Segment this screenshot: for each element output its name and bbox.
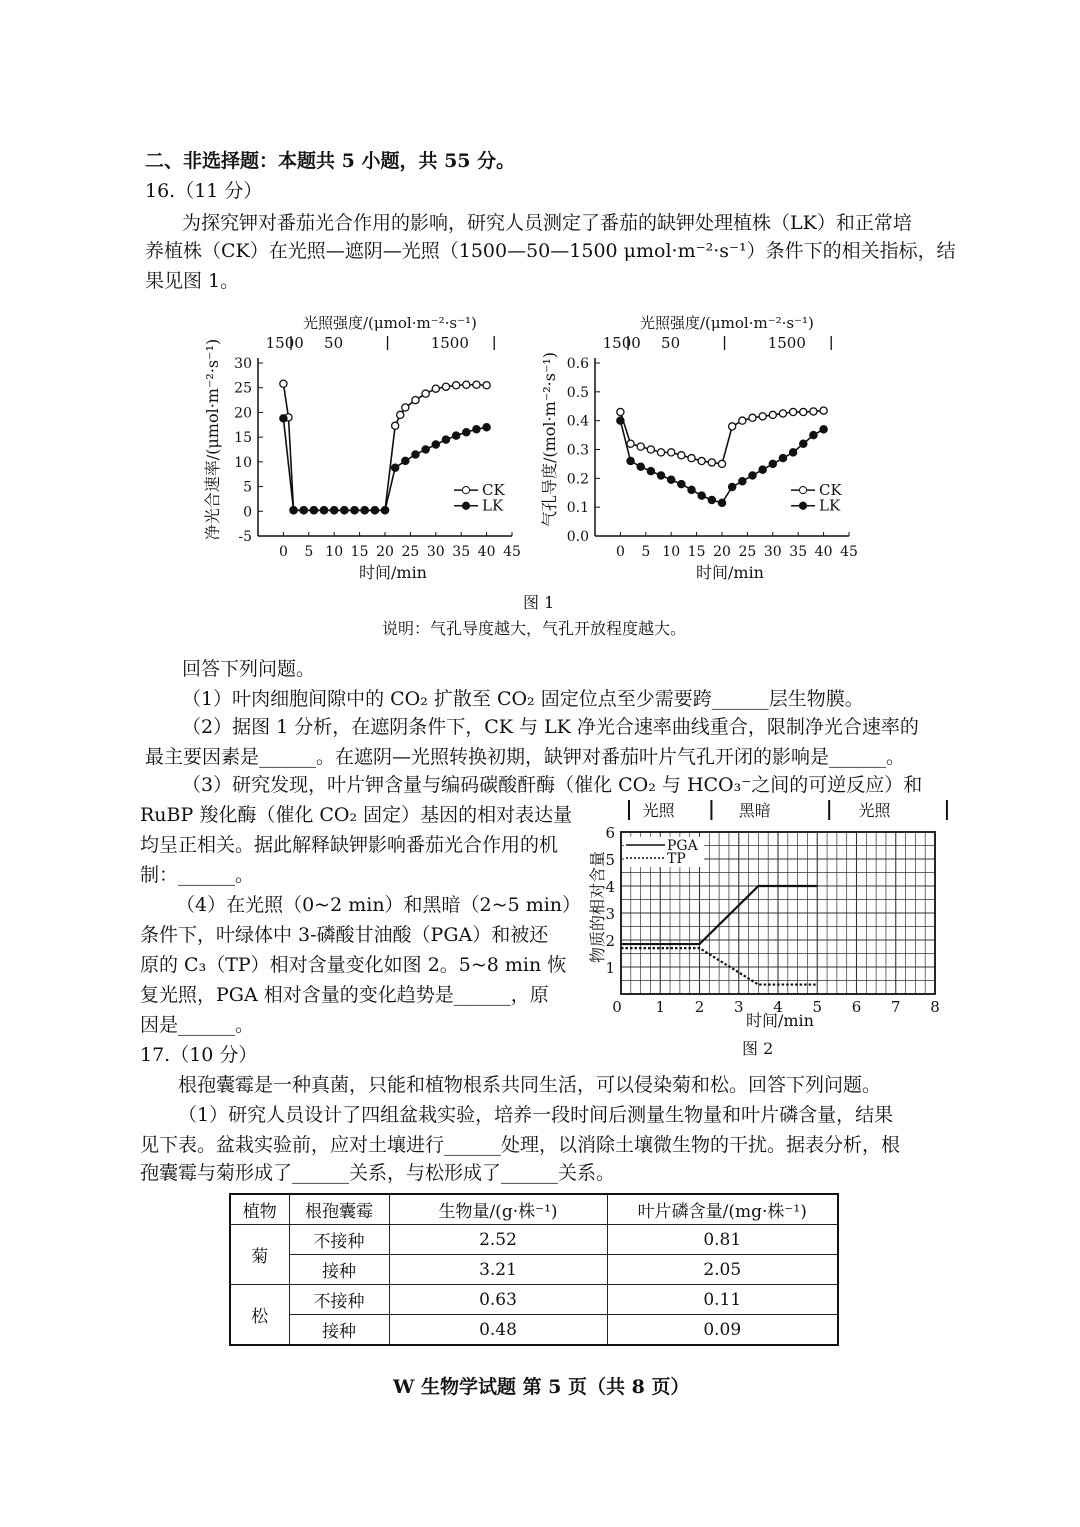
table-row [230, 1255, 838, 1285]
data-point-lk [810, 431, 817, 438]
y-tick-label: 0.5 [566, 384, 589, 401]
table-cell: 0.81 [607, 1225, 838, 1255]
x-tick-label: 40 [477, 544, 496, 560]
y-tick-label: -5 [238, 529, 252, 545]
legend-label: TP [667, 851, 686, 867]
data-point-lk [351, 507, 358, 514]
data-point-lk [412, 451, 419, 458]
question-17-number: 17.（10 分） [140, 1044, 258, 1066]
x-tick-label: 8 [930, 998, 940, 1016]
data-point-lk [759, 466, 766, 473]
x-tick-label: 45 [840, 544, 858, 560]
data-point-ck [432, 385, 439, 392]
y-tick-label: 5 [605, 851, 615, 869]
data-point-lk [361, 507, 368, 514]
legend-marker [462, 487, 469, 494]
table-cell: 0.11 [607, 1285, 838, 1315]
data-point-ck [412, 396, 419, 403]
x-tick-label: 2 [694, 998, 705, 1016]
data-point-ck [627, 440, 634, 447]
data-point-ck [473, 381, 480, 388]
period-label: 光照 [858, 801, 891, 820]
data-point-ck [729, 423, 736, 430]
table-cell: 不接种 [289, 1285, 389, 1315]
q17-part-1-line-1: （1）研究人员设计了四组盆栽实验，培养一段时间后测量生物量和叶片磷含量，结果 [178, 1104, 894, 1126]
table-cell: 0.48 [389, 1315, 607, 1346]
x-tick-label: 10 [325, 544, 344, 560]
legend-marker [799, 487, 806, 494]
data-point-lk [280, 415, 287, 422]
q16-part-4-line-3: 原的 C₃（TP）相对含量变化如图 2。5~8 min 恢 [140, 954, 567, 976]
data-point-lk [637, 463, 644, 470]
table-row [230, 1285, 838, 1315]
x-tick-label: 7 [890, 998, 901, 1016]
data-point-lk [320, 507, 327, 514]
table-cell: 0.63 [389, 1285, 607, 1315]
x-tick-label: 0 [612, 998, 622, 1016]
plant-cell: 松 [230, 1285, 289, 1346]
x-tick-label: 10 [662, 544, 681, 560]
y-tick-label: 10 [234, 454, 252, 471]
legend-label: CK [819, 481, 842, 500]
legend-label: PGA [667, 838, 698, 854]
q16-intro-line-3: 果见图 1。 [145, 270, 240, 292]
chart-2 [540, 314, 858, 582]
data-point-ck [668, 449, 675, 456]
legend-label: CK [482, 481, 505, 500]
data-point-lk [463, 429, 470, 436]
q16-part-1: （1）叶肉细胞间隙中的 CO₂ 扩散至 CO₂ 固定位点至少需要跨______层生物膜。 [182, 688, 864, 710]
data-point-ck [810, 408, 817, 415]
question-16-number: 16.（11 分） [145, 180, 263, 202]
data-point-lk [647, 468, 654, 475]
x-tick-label: 20 [713, 544, 731, 560]
table-cell: 2.05 [607, 1255, 838, 1285]
data-point-lk [739, 478, 746, 485]
period-label: 光照 [642, 801, 675, 820]
q16-part-4-line-2: 条件下，叶绿体中 3-磷酸甘油酸（PGA）和被还 [140, 924, 549, 946]
x-tick-label: 40 [814, 544, 833, 560]
data-point-ck [657, 449, 664, 456]
legend-marker [462, 502, 469, 509]
figure-1 [200, 308, 880, 588]
light-period-label: 1500 [767, 334, 806, 352]
x-axis-label: 时间/min [696, 563, 764, 582]
q16-part-2-line-1: （2）据图 1 分析，在遮阴条件下，CK 与 LK 净光合速率曲线重合，限制净光合速率的 [182, 716, 919, 738]
y-axis-label: 气孔导度/(mol·m⁻²·s⁻¹) [540, 351, 559, 528]
y-tick-label: 1 [605, 959, 615, 977]
q16-intro-line-2: 养植株（CK）在光照—遮阴—光照（1500—50—1500 μmol·m⁻²·s⁻¹）条件下的相关指标，结 [145, 240, 956, 262]
figure-1-caption: 图 1 [523, 593, 555, 612]
q16-intro-line-1: 为探究钾对番茄光合作用的影响，研究人员测定了番茄的缺钾处理植株（LK）和正常培 [182, 212, 912, 234]
x-tick-label: 30 [763, 544, 782, 560]
legend-label: LK [819, 496, 841, 515]
series-line-ck [283, 384, 486, 511]
data-point-lk [442, 436, 449, 443]
data-point-ck [617, 408, 624, 415]
data-point-ck [397, 411, 404, 418]
data-point-lk [402, 457, 409, 464]
light-period-label: 50 [324, 334, 344, 352]
data-point-ck [779, 410, 786, 417]
table-header-cell: 叶片磷含量/(mg·株⁻¹) [607, 1194, 838, 1225]
data-point-ck [749, 414, 756, 421]
data-point-lk [627, 457, 634, 464]
y-tick-label: 0.3 [566, 442, 589, 459]
results-table [229, 1193, 839, 1346]
data-point-lk [371, 507, 378, 514]
data-point-lk [341, 507, 348, 514]
x-tick-label: 35 [452, 544, 471, 560]
data-point-ck [637, 443, 644, 450]
x-tick-label: 30 [426, 544, 445, 560]
table-cell: 接种 [289, 1315, 389, 1346]
chart-3 [588, 800, 947, 1030]
table-header-row [230, 1194, 838, 1225]
data-point-lk [790, 449, 797, 456]
data-point-lk [290, 507, 297, 514]
y-tick-label: 5 [243, 479, 252, 496]
y-tick-label: 20 [234, 405, 252, 422]
page-footer: W 生物学试题 第 5 页（共 8 页） [393, 1376, 690, 1398]
q16-part-3-line-1: （3）研究发现，叶片钾含量与编码碳酸酐酶（催化 CO₂ 与 HCO₃⁻之间的可逆反应）和 [182, 774, 923, 796]
plant-cell: 菊 [230, 1225, 289, 1285]
data-point-lk [779, 455, 786, 462]
y-tick-label: 15 [234, 430, 252, 447]
answer-prompt: 回答下列问题。 [182, 658, 316, 680]
table-header-cell: 根孢囊霉 [289, 1194, 389, 1225]
data-point-lk [668, 476, 675, 483]
q16-part-3-line-3: 均呈正相关。据此解释缺钾影响番茄光合作用的机 [140, 834, 559, 856]
light-period-label: 1500 [602, 334, 641, 352]
q17-part-1-line-2: 见下表。盆栽实验前，应对土壤进行______处理，以消除土壤微生物的干扰。据表分析，根 [140, 1134, 901, 1156]
data-point-ck [678, 452, 685, 459]
x-tick-label: 0 [615, 544, 625, 560]
y-tick-label: 4 [605, 878, 615, 896]
data-point-ck [483, 382, 490, 389]
table-cell: 不接种 [289, 1225, 389, 1255]
table-row [230, 1315, 838, 1346]
data-point-lk [800, 440, 807, 447]
data-point-ck [688, 455, 695, 462]
light-period-label: 1500 [265, 334, 304, 352]
q17-intro: 根孢囊霉是一种真菌，只能和植物根系共同生活，可以侵染菊和松。回答下列问题。 [178, 1074, 882, 1096]
data-point-lk [453, 432, 460, 439]
table-cell: 0.09 [607, 1315, 838, 1346]
y-tick-label: 0.4 [566, 413, 589, 430]
x-tick-label: 25 [738, 544, 757, 560]
x-axis-label: 时间/min [359, 563, 427, 582]
q16-part-4-line-4: 复光照，PGA 相对含量的变化趋势是______，原 [140, 984, 549, 1006]
y-tick-label: 0.1 [566, 500, 589, 517]
data-point-ck [759, 413, 766, 420]
data-point-lk [331, 507, 338, 514]
y-tick-label: 30 [234, 356, 252, 372]
x-tick-label: 15 [350, 544, 369, 560]
x-tick-label: 45 [503, 544, 521, 560]
data-point-lk [392, 464, 399, 471]
data-point-lk [657, 472, 664, 479]
data-point-lk [708, 496, 715, 503]
y-axis-label: 物质的相对含量 [588, 850, 607, 964]
table-row [230, 1225, 838, 1255]
x-tick-label: 5 [304, 544, 314, 560]
data-point-ck [453, 382, 460, 389]
data-point-ck [769, 411, 776, 418]
data-point-lk [698, 492, 705, 499]
y-tick-label: 0.0 [566, 529, 589, 545]
light-period-label: 1500 [430, 334, 469, 352]
data-point-lk [483, 424, 490, 431]
data-point-lk [769, 460, 776, 467]
x-axis-label: 时间/min [745, 1011, 814, 1030]
chart-1 [203, 314, 521, 582]
data-point-ck [422, 390, 429, 397]
x-tick-label: 35 [789, 544, 808, 560]
q16-part-4-line-5: 因是______。 [140, 1014, 255, 1036]
y-tick-label: 0.2 [566, 471, 589, 488]
q16-part-2-line-2: 最主要因素是______。在遮阴—光照转换初期，缺钾对番茄叶片气孔开闭的影响是______。 [145, 746, 906, 768]
x-tick-label: 5 [812, 998, 823, 1016]
legend-label: LK [482, 496, 504, 515]
q16-part-4-line-1: （4）在光照（0~2 min）和黑暗（2~5 min） [176, 894, 582, 916]
data-point-ck [647, 446, 654, 453]
legend-marker [799, 502, 806, 509]
x-tick-label: 25 [401, 544, 420, 560]
data-point-lk [678, 481, 685, 488]
y-tick-label: 6 [605, 824, 615, 842]
data-point-lk [729, 483, 736, 490]
y-tick-label: 25 [234, 380, 252, 397]
data-point-ck [463, 381, 470, 388]
data-point-lk [432, 441, 439, 448]
table-cell: 2.52 [389, 1225, 607, 1255]
figure-1-note: 说明：气孔导度越大，气孔开放程度越大。 [382, 619, 687, 638]
q16-part-3-line-4: 制：______。 [140, 864, 255, 886]
data-point-ck [698, 457, 705, 464]
chart-top-label: 光照强度/(μmol·m⁻²·s⁻¹) [303, 314, 477, 332]
x-tick-label: 20 [376, 544, 394, 560]
data-point-lk [749, 472, 756, 479]
data-point-ck [790, 408, 797, 415]
x-tick-label: 1 [655, 998, 666, 1016]
x-tick-label: 6 [851, 998, 862, 1016]
figure-2-caption: 图 2 [742, 1039, 774, 1058]
x-tick-label: 4 [773, 998, 783, 1016]
data-point-lk [422, 446, 429, 453]
data-point-ck [718, 460, 725, 467]
data-point-ck [280, 380, 287, 387]
section-heading: 二、非选择题：本题共 5 小题，共 55 分。 [145, 150, 516, 172]
data-point-lk [617, 417, 624, 424]
data-point-ck [800, 408, 807, 415]
data-point-ck [442, 383, 449, 390]
table-header-cell: 植物 [230, 1194, 289, 1225]
q17-part-1-line-3: 孢囊霉与菊形成了______关系，与松形成了______关系。 [140, 1162, 616, 1184]
data-point-lk [300, 507, 307, 514]
data-point-ck [402, 404, 409, 411]
period-label: 黑暗 [738, 801, 771, 820]
data-point-lk [820, 426, 827, 433]
data-point-ck [392, 422, 399, 429]
table-cell: 接种 [289, 1255, 389, 1285]
data-point-lk [473, 426, 480, 433]
data-point-ck [820, 407, 827, 414]
table-header-cell: 生物量/(g·株⁻¹) [389, 1194, 607, 1225]
x-tick-label: 3 [733, 998, 744, 1016]
x-tick-label: 15 [687, 544, 706, 560]
y-tick-label: 3 [605, 905, 615, 923]
light-period-label: 50 [661, 334, 681, 352]
x-tick-label: 0 [278, 544, 288, 560]
data-point-ck [739, 417, 746, 424]
data-point-ck [708, 459, 715, 466]
chart-top-label: 光照强度/(μmol·m⁻²·s⁻¹) [640, 314, 814, 332]
data-point-lk [688, 486, 695, 493]
y-axis-label: 净光合速率/(μmol·m⁻²·s⁻¹) [203, 338, 222, 541]
x-tick-label: 5 [641, 544, 651, 560]
data-point-lk [381, 507, 388, 514]
data-point-lk [718, 499, 725, 506]
table-cell: 3.21 [389, 1255, 607, 1285]
y-tick-label: 2 [605, 932, 615, 950]
figure-2 [590, 798, 950, 1038]
q16-part-3-line-2: RuBP 羧化酶（催化 CO₂ 固定）基因的相对表达量 [140, 804, 573, 826]
y-tick-label: 0 [243, 504, 252, 521]
y-tick-label: 0.6 [566, 356, 589, 372]
data-point-lk [310, 507, 317, 514]
